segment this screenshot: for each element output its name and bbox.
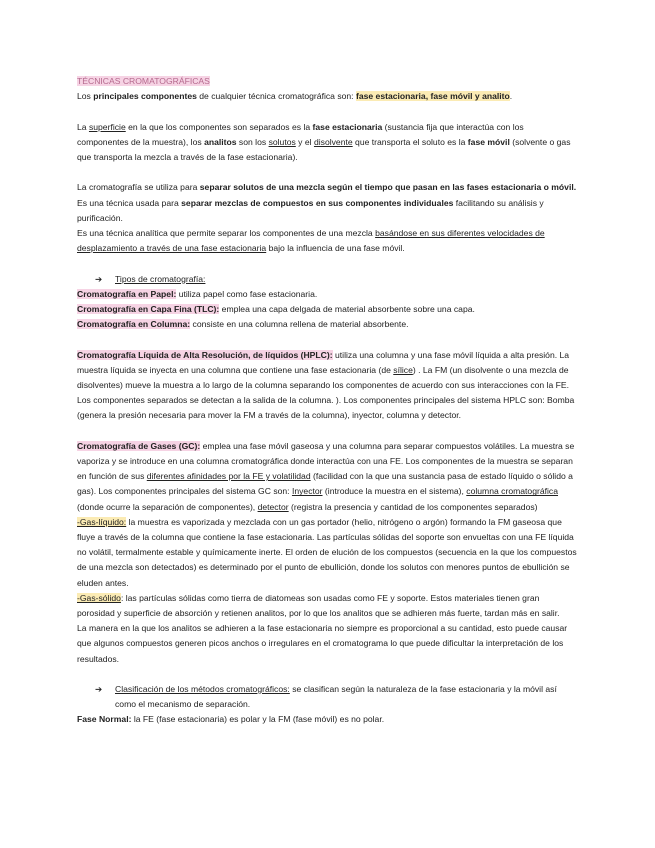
- text: emplea una fase móvil gaseosa y una columna para separar compuestos volátiles. La muestra se vaporiza y se introduce en una columna cromatográfica donde interactúa con una FE. Los componentes de la muestra se separan en función de sus: [77, 440, 575, 482]
- hplc-title: Cromatografía Líquida de Alta Resolución, de líquidos (HPLC):: [77, 349, 333, 360]
- type-desc: emplea una capa delgada de material absorbente sobre una capa.: [219, 304, 475, 314]
- usage-paragraph: [77, 180, 577, 226]
- list-label: Clasificación de los métodos cromatográficos:: [115, 684, 290, 695]
- highlight-text: fase estacionaria, fase móvil y analito: [355, 91, 510, 102]
- text: facilitando su análisis y purificación.: [77, 197, 544, 223]
- text: Es una técnica analítica que permite separar los componentes de una mezcla: [77, 228, 376, 238]
- bold-text: separar solutos de una mezcla según el tiempo que pasan en las fases estacionaria o móvil.: [199, 182, 577, 193]
- text: La cromatografía se utiliza para: [77, 182, 200, 193]
- bold-text: Fase Normal:: [77, 714, 132, 725]
- bold-text: fase móvil: [467, 136, 510, 147]
- text: y el: [295, 136, 314, 147]
- underlined-text: solutos: [268, 136, 296, 147]
- text: (solvente o gas que transporta la mezcla a través de la fase estacionaria).: [77, 136, 571, 162]
- type-column: [77, 317, 577, 332]
- type-name: Cromatografía en Capa Fina (TLC):: [77, 304, 220, 314]
- underlined-text: diferentes afinidades por la FE y volatilidad: [146, 471, 311, 482]
- type-tlc: [77, 302, 577, 317]
- title-text: TÉCNICAS CROMATOGRÁFICAS: [77, 76, 210, 86]
- bold-text: fase estacionaria: [312, 121, 383, 132]
- text: Es una técnica usada para: [77, 197, 182, 208]
- text: .: [509, 91, 513, 102]
- underlined-text: superficie: [88, 121, 126, 132]
- text: bajo la influencia de una fase móvil.: [266, 243, 405, 254]
- text: (sustancia fija que interactúa con los componentes de la muestra), los: [77, 121, 524, 147]
- text: la muestra es vaporizada y mezclada con un gas portador (helio, nitrógeno o argón) formando la FM gaseosa que fluye a través de la columna que contiene la fase estacionaria. Las partículas sólidas del soporte son envueltas con una FE líquida no volátil, termalmente estable y químicamente inerte. El orden de elución de los compuestos (secuencia en la que los compuestos de una mezcla son detectados) es determinado por el punto de ebullición, donde los solutos con menores puntos de ebullición se eluden antes.: [77, 516, 577, 588]
- text: en la que los componentes son separados es la: [125, 121, 313, 132]
- list-item-types: [77, 272, 577, 287]
- bold-text: analitos: [204, 136, 237, 147]
- text: ) . La FM (un disolvente o una mezcla de disolventes) mueve la muestra a lo largo de la columna separando los componentes de acuerdo con sus interacciones con la FE. Los componentes separados se detectan a la salida de la columna. ). Los componentes principales del sistema HPLC son: Bomba (genera la presión necesaria para mover la FM a través de la columna), inyector, columna y detector.: [77, 364, 575, 421]
- definitions-paragraph: [77, 120, 577, 166]
- normal-phase-paragraph: [77, 712, 577, 727]
- bold-text: principales componentes: [93, 91, 197, 102]
- text: se clasifican según la naturaleza de la fase estacionaria y la móvil así como el mecanismo de separación.: [115, 684, 557, 710]
- text: (facilidad con la que una sustancia pasa de estado líquido o sólido a gas). Los componentes principales del sistema GC son:: [77, 471, 573, 497]
- arrow-icon: ➔: [95, 684, 103, 695]
- text: (donde ocurre la separación de componentes),: [77, 501, 258, 512]
- text: La: [77, 121, 89, 132]
- bold-text: separar mezclas de compuestos en sus componentes individuales: [181, 197, 454, 208]
- text: utiliza una columna y una fase móvil líquida a alta presión. La muestra líquida se inyecta en una columna que contiene una fase estacionaria (de: [77, 349, 570, 375]
- type-desc: consiste en una columna rellena de material absorbente.: [190, 319, 409, 330]
- arrow-icon: ➔: [95, 273, 103, 284]
- underlined-text: Inyector: [291, 486, 323, 497]
- underlined-text: basándose en sus diferentes velocidades de desplazamiento a través de una fase estacionaria: [77, 228, 545, 254]
- text: de cualquier técnica cromatográfica son:: [196, 91, 356, 102]
- text: (introduce la muestra en el sistema),: [322, 486, 467, 497]
- text: que transporta el soluto es la: [352, 136, 468, 147]
- type-name: Cromatografía en Papel:: [77, 288, 177, 299]
- gas-solid-label: -Gas-sólido: [77, 592, 121, 603]
- text: la FE (fase estacionaria) es polar y la FM (fase móvil) es no polar.: [131, 714, 385, 725]
- intro-paragraph: [77, 89, 577, 104]
- analyte-paragraph: La manera en la que los analitos se adhieren a la fase estacionaria no siempre es proporcional a su cantidad, esto puede causar que algunos compuestos generen picos anchos o irregulares en el cromatograma lo que puede dificultar la interpretación de los resultados.: [77, 623, 568, 664]
- text: son los: [236, 136, 269, 147]
- underlined-text: columna cromatográfica: [466, 486, 559, 497]
- document-page: [77, 74, 577, 728]
- hplc-paragraph: [77, 348, 577, 424]
- gc-paragraph: [77, 439, 577, 515]
- doc-title: [77, 74, 577, 89]
- gas-liquid-label: -Gas-líquido:: [77, 516, 127, 527]
- gas-solid-paragraph: [77, 591, 577, 621]
- underlined-text: detector: [257, 501, 289, 512]
- type-desc: utiliza papel como fase estacionaria.: [176, 288, 318, 299]
- type-name: Cromatografía en Columna:: [77, 319, 191, 330]
- gc-title: Cromatografía de Gases (GC):: [77, 440, 201, 451]
- text: : las partículas sólidas como tierra de diatomeas son usadas como FE y soporte. Estos materiales tienen gran porosidad y superficie de absorción y retienen analitos, por lo que los analitos que se adhieren más fuerte, tardan más en salir.: [77, 592, 560, 619]
- technique-paragraph: [77, 226, 577, 256]
- underlined-text: sílice: [393, 364, 413, 375]
- list-label: Tipos de cromatografía:: [115, 273, 206, 284]
- underlined-text: disolvente: [313, 136, 353, 147]
- gas-liquid-paragraph: [77, 515, 577, 591]
- list-item-classification: [77, 682, 577, 712]
- type-paper: [77, 287, 577, 302]
- list-text: [115, 682, 577, 712]
- text: (registra la presencia y cantidad de los componentes separados): [288, 501, 538, 512]
- text: Los: [77, 91, 94, 102]
